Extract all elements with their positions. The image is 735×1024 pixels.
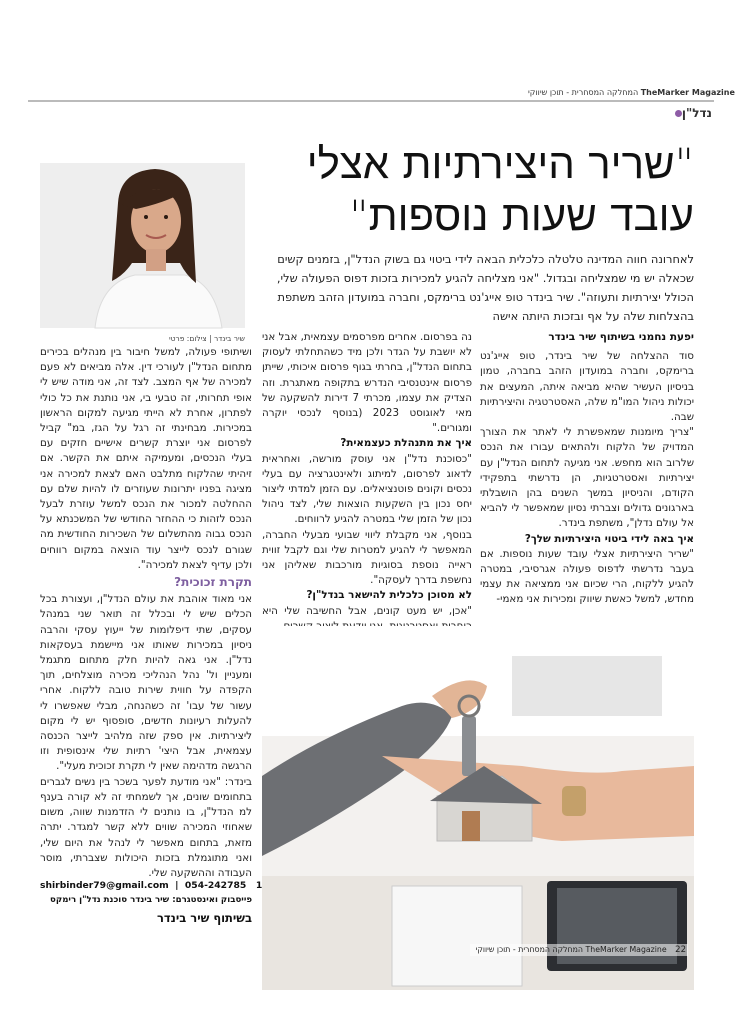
- question-heading: איך באה לידי ביטוי היצירתיות שלך?: [524, 532, 694, 545]
- phone[interactable]: 054-242785: [184, 880, 247, 891]
- paragraph: "שריר היצירתיות אצלי עובד שעות נוספות. אם בעבר נדרשתי לדפוס פעולה אגרסיבי, במטרה להגיע ללקוח, הרי שכיום אני ממציאה את עצמי מחדש, למשל כאשת שיווק ומכירות אני מאמי-: [480, 547, 694, 606]
- paragraph: סוד ההצלחה של שיר בינדר, טופ אייג'נט ברימקס, וחברה במועדון הזהב בחברה, טמון בניסיון העשיר שהיא מביאה איתה, המעצים את יכולות ניהול המו"מ שלה, האסטרטגיה והיצירתיות שבה.: [480, 350, 694, 424]
- article-title: [270, 138, 694, 242]
- running-header: [528, 88, 735, 97]
- header-rule: [28, 100, 714, 102]
- cooperation-credit: בשיתוף שיר בינדר: [156, 911, 252, 925]
- paragraph: ושיתופי פעולה, למשל חיבור בין מנהלים בכירים מתחום הנדל"ן לעורכי דין. אלה מביאים לא פעם למכירה של אף המצב. לצד זה, אני מודה שיש לי אופי תחרותי, זה טבעי בי, אני נותנת את כל כולי לפתרון, אחרת לא הייתי מגיעה למקום הראשון במכירות. מבחינתי זה רגל על הגז, במ" קביל לפרסום אני יוצרת קשרים אישיים חזקים עם בעלי הנכסים, ומעמיקה איתם את הקשר. אם זיהיתי שהלקוח מתלבט האם לצאת למכירה אני מציגה בפניו יתרונות שעוזרים לו להיות שלם עם ההחלטה למכור את הנכס למשל עוזרת לבעל הנכס לזהות כי ההחזר החודשי של המשכנתא על הנכס גבוה מהתשלום של השכירות החודשית מה שגורם לנכס לייצר עוד הוצאה במקום רווחים ולכן עדיף לצאת למכירה".: [40, 346, 252, 571]
- header-section: המחלקה המסחרית - תוכן שיווקי: [528, 88, 639, 97]
- column-left: [40, 345, 252, 881]
- page-number: 22: [675, 945, 686, 955]
- title-line-1: "שריר היצירתיות אצלי: [306, 139, 694, 188]
- paragraph: "כסוכנת נדל"ן אני עוסק מורשה, ואחראית לדאוג לפרסום, למיתוג ולאינטגרציה עם בעלי נכסים וקונים פוטנציאלים. עם הזמן למדתי ליצור יחס נכון בין השקעות הוצאות שלי, לצד ניהול נכון של הזמן שלי במטרה להגיע לרווחים.: [262, 452, 472, 526]
- phone-prefix: 1: [255, 880, 263, 891]
- keys-illustration: [262, 626, 694, 990]
- section-tag: [673, 106, 712, 120]
- paragraph: "צריך מיומנות שמאפשרת לי לאתר את הצורך המדויק של הלקוח ולהתאים עבורו את הנכס שלרוב הוא מחפש. אני מגיעה לתחום הנדל"ן עם יצירתיות ואסטרטגיות, הן נדרשתי בתפקידי הקודם, והניסיון במשך השנים בהן הושבלתי בארגונים גדולים וצברתי נסיון שמאפשר לי להביא אל עולם נדלן", משתפת בינדר.: [480, 426, 694, 530]
- paragraph: אני מאוד אוהבת את עולם הנדל"ן, ועצורת בכל הכלים שיש לי ובכלל זה תואר שני במנהל עסקים, שתי דיפלומות של ייעוץ עסקי והרבה ניסיון במכירות שאותו אני מיישמת בעסקאות נדל"ן. אני גאה להיות חלק מתחום מתגמל ומעניין ול' נהל הנהליכי מכירה מוצלחים, תוך הקפדה על חווית שירות טובה ללקוח. אחרי עשור של עבו' זה כשהנחה, מבלי שאפשרו לי להעלות רעיונות חדשים, סופסוף יש לי מקום ליצירתיות. אין ספק שזה מלהיב לייצר הכנסה עצמאית, אבל היצי' רתיות שלי אינסופית וזו הרגשה מדהימה שאין לי תקרת זכוכית מעלי".: [40, 593, 252, 773]
- keys-handover-photo: [262, 626, 694, 990]
- portrait-photo: [40, 163, 245, 328]
- social-line: פייסבוק ואינסטגרם: שיר בינדר סוכנת נדל"ן רימקס: [50, 895, 252, 905]
- column-middle: [262, 330, 472, 634]
- title-line-2: עובד שעות נוספות": [349, 191, 694, 240]
- footer-section: המחלקה המסחרית - תוכן שיווקי: [475, 945, 584, 954]
- footer-brand: TheMarker Magazine: [585, 945, 667, 954]
- portrait-illustration: [40, 163, 245, 328]
- paragraph: בנוסף, אני מקבלת ליווי שבועי מבעלי החברה, המאפשר לי להגיע למטרות שלי וגם לקבל זווית ראייה נוספת בסוגיות מורכבות שאליהן אני נחשפת בדרך לעסקה".: [262, 528, 472, 587]
- email[interactable]: shirbinder79@gmail.com: [40, 880, 169, 891]
- paragraph: "אכן, יש מעט קונים, אבל החשיבה שלי היא: [262, 604, 472, 617]
- contact-line: shirbinder79@gmail.com | 054-242785 1: [40, 880, 263, 891]
- paragraph: בינדר: "אני מודעת לפער בשכר בין נשים לגברים בתחומים שונים, אך לשמחתי זה לא קורה בענף למ הנדל"ן, בו נותנים לי הזדמנות שווה, משום שאחוזי המכירה שווים ללא קשר למגדר. יתרה מזאת, בתחום מאפשר לי לנהל את היום שלי, ואני מתוגמלת בזכות היכולות שצברתי, מוסר העבודה וההשקעה שלי.: [40, 775, 252, 879]
- question-heading: איך את מתנהלת כעצמאית?: [340, 437, 472, 450]
- article-lead: לאחרונה חווה המדינה טלטלה כלכלית הבאה לידי ביטוי גם בשוק הנדל"ן, בזמנים קשים שכאלה יש מי שמצליחה ובגדול. "אני מצליחה להגיע למכירות בזכות דפוס הפעולה שלי, הכולל יצירתיות ותעוזה". שיר בינדר טופ אייג'נט ברימקס, וחברה במועדון הזהב משתפת בהצלחות שלה על אף ובזכות היותה אישה: [276, 252, 694, 323]
- subheading: תקרת זכוכית?: [174, 575, 252, 590]
- column-right: [480, 330, 694, 608]
- photo-credit: שיר בינדר | צילום: פרטי: [168, 334, 245, 343]
- paragraph: נה בפרסום. אחרים מפרסמים עצמאית, אבל אני לא יושבת על הגדר ולכן מיד כשהתחלתי לעסוק בתחום הנדל"ן, בחרתי בגוף פרסום איכותי, שייתן פרסום אינטנסיבי הנדרש בתקופה מאתגרת. וזה הצדיק את עצמו, מכרתי 7 דירות להשקעה של מאי לאוגוסט 2023 (בנוסף לנכסי יוקרה ומגורים.": [262, 331, 472, 435]
- page-footer: [470, 944, 688, 956]
- purple-dot-icon: [675, 110, 682, 117]
- header-brand: TheMarker Magazine: [640, 88, 735, 97]
- section-tag-label: נדל"ן: [681, 106, 712, 120]
- question-heading: לא מסוכן כלכלית להישאר בנדל"ן?: [306, 589, 472, 602]
- byline: יפעת נחמני בשיתוף שיר בינדר: [548, 331, 694, 343]
